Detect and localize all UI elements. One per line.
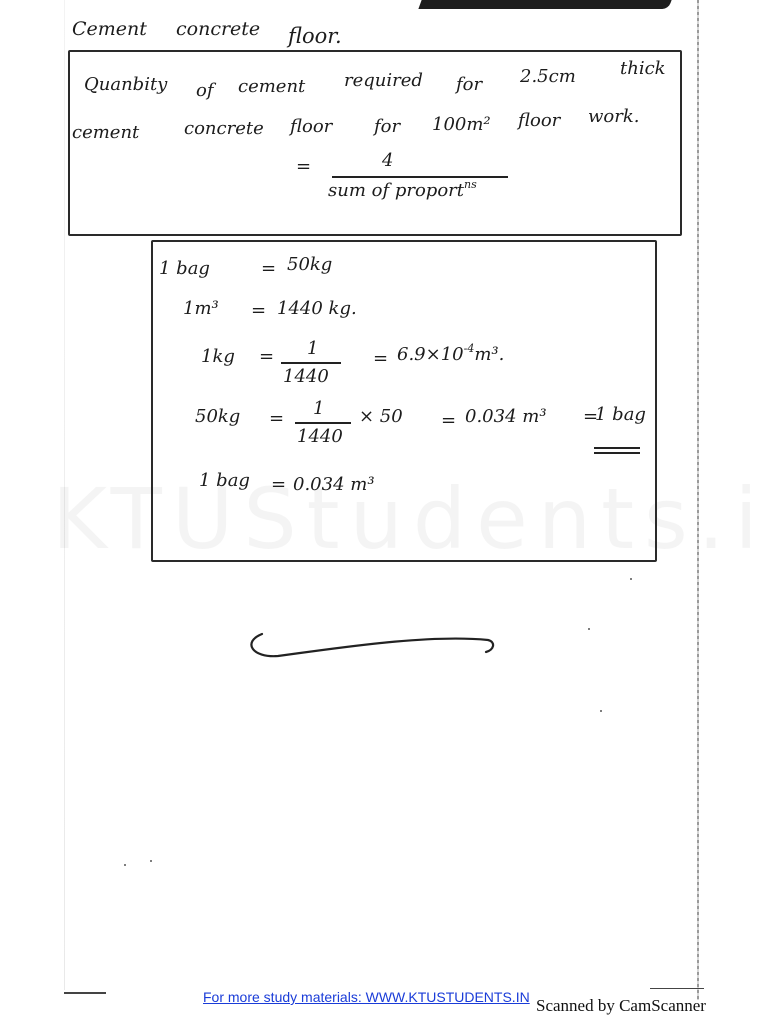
row5-rhs: 0.034 m³ (293, 474, 375, 495)
row2-rhs: 1440 kg. (277, 298, 357, 319)
scan-speck (588, 628, 590, 630)
def-word-floor: floor (290, 116, 333, 137)
def-word-cement: cement (238, 76, 306, 97)
row3-numerator: 1 (307, 338, 319, 359)
heading-word-floor: floor. (288, 24, 342, 48)
def-denominator: sum of proport$^{ns}$ (328, 178, 477, 201)
study-materials-link[interactable]: For more study materials: WWW.KTUSTUDENTS.IN (203, 989, 530, 1005)
row4-fraction-bar (295, 422, 351, 424)
heading-word-concrete: concrete (176, 18, 261, 40)
row3-eq2: = (373, 348, 389, 369)
bag-underline-2 (594, 452, 640, 454)
scan-speck (124, 864, 126, 866)
end-curve (248, 628, 498, 668)
row1-eq: = (261, 258, 277, 279)
def-word-for: for (456, 74, 483, 95)
row3-rhs: $6.9\times 10^{-4}m^3$. (397, 342, 505, 365)
def-word-work: work. (588, 106, 640, 127)
def-numerator: 4 (382, 150, 394, 171)
scan-speck (150, 860, 152, 862)
row4-rhs: 0.034 m³ (465, 406, 547, 427)
scan-speck (630, 578, 632, 580)
bag-underline-1 (594, 447, 640, 449)
row4-multiply: × 50 (359, 406, 403, 427)
def-area: 100m² (432, 114, 491, 135)
row4-eq2: = (441, 410, 457, 431)
def-fraction-bar (332, 176, 508, 178)
row4-bag: 1 bag (595, 404, 646, 425)
footer-rule-right (650, 988, 704, 989)
def-word-thick: thick (620, 58, 666, 79)
scan-speck (600, 710, 602, 712)
conversion-box (151, 240, 657, 562)
def-equals: = (296, 156, 312, 177)
def-word-floor-2: floor (518, 110, 561, 131)
heading-word-cement: Cement (72, 18, 147, 40)
def-thickness: 2.5cm (520, 66, 576, 87)
top-ink-stroke (418, 0, 671, 9)
row3-lhs: 1kg (201, 346, 235, 367)
row4-eq: = (269, 408, 285, 429)
row3-denominator: 1440 (283, 366, 329, 387)
row2-eq: = (251, 300, 267, 321)
row1-lhs: 1 bag (159, 258, 210, 279)
footer-rule-left (64, 992, 106, 994)
row5-eq: = (271, 474, 287, 495)
row2-lhs: 1m³ (183, 298, 219, 319)
row5-lhs: 1 bag (199, 470, 250, 491)
row3-fraction-bar (281, 362, 341, 364)
camscanner-label: Scanned by CamScanner (536, 996, 706, 1015)
def-word-for-2: for (374, 116, 401, 137)
row1-rhs: 50kg (287, 254, 333, 275)
def-word-quantity: Quanbity (84, 74, 168, 95)
definition-box (68, 50, 682, 236)
row4-lhs: 50kg (195, 406, 241, 427)
row4-numerator: 1 (313, 398, 325, 419)
def-word-concrete: concrete (184, 118, 264, 139)
def-word-required: required (344, 70, 423, 91)
def-word-cement-2: cement (72, 122, 140, 143)
row4-eq3: = (583, 406, 599, 427)
def-word-of: of (196, 80, 214, 101)
row4-denominator: 1440 (297, 426, 343, 447)
row3-eq: = (259, 346, 275, 367)
